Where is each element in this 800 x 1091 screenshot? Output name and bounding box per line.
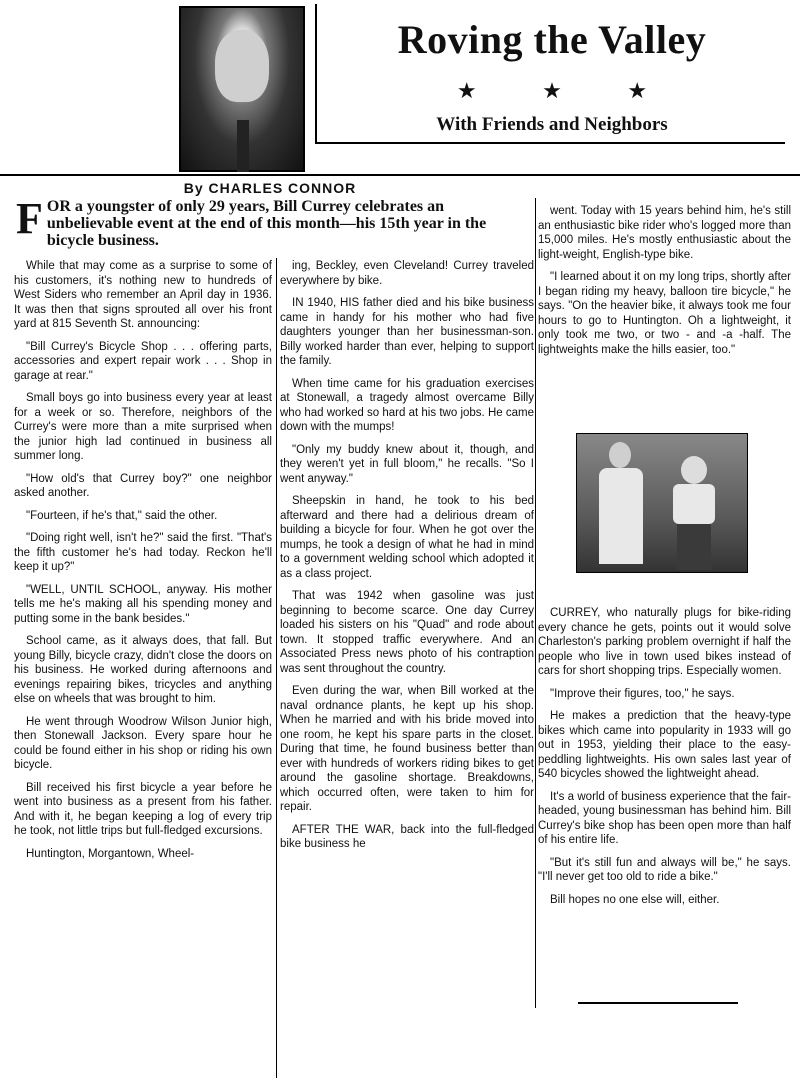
photo-man-head [609, 442, 631, 468]
photo-woman-head [681, 456, 707, 484]
paragraph: CURREY, who naturally plugs for bike-riding every chance he gets, points out it would solve Charleston's parking problem overnight if half the people who live in town used bikes instead of cars for short shopping trips. Especially women. [538, 607, 791, 677]
paragraph: "But it's still fun and always will be," he says. "I'll never get too old to ride a bike." [538, 856, 791, 883]
paragraph: He went through Woodrow Wilson Junior high, then Stonewall Jackson. Every spare hour he could be found either in his shop or riding his own bicycle. [14, 715, 272, 771]
lede-paragraph [16, 194, 534, 249]
drop-cap: F [16, 194, 43, 243]
paragraph: Sheepskin in hand, he took to his bed afterward and there had a delirious dream of building a bicycle for four. When he got over the mumps, he took a design of what he had in mind to a government welding school which adopted it as a class project. [280, 495, 534, 580]
paragraph: "Fourteen, if he's that," said the other. [26, 509, 218, 522]
photo-woman-legs [677, 524, 711, 570]
paragraph: ing, Beckley, even Cleveland! Currey traveled everywhere by bike. [280, 260, 534, 287]
paragraph: It's a world of business experience that the fair-headed, young businessman has behind him. Bill Currey's bike shop has been open more than half of his entire life. [538, 790, 791, 846]
paragraph: "Doing right well, isn't he?" said the first. "That's the fifth customer he's had today. Reckon he'll keep it up?" [14, 532, 272, 573]
paragraph: "I learned about it on my long trips, shortly after I began riding my heavy, balloon tire bicycle," he says. "On the heavier bike, it always took me four hours to go to Huntington. Oh a lightweight, it only took me two, or two - and -a -half. The lightweights make the hills easier, too." [538, 271, 791, 356]
paragraph: While that may come as a surprise to some of his customers, it's nothing new to hundreds of West Siders who remember an April day in 1936. It was then that signs sprouted all over his front yard at 815 Seventh St. announcing: [14, 260, 272, 330]
paragraph: He makes a prediction that the heavy-type bikes which came into popularity in 1933 will go out in 1953, yielding their place to the easy-peddling lightweights. His own sales last year of 540 bicycles showed the lightweight ahead. [538, 710, 791, 780]
paragraph: Small boys go into business every year at least for a week or so. Therefore, neighbors of the Currey's were more than a mite surprised when the junior high lad continued in business all summer long. [14, 392, 272, 462]
portrait-face [215, 30, 269, 102]
photo-man-body [599, 468, 643, 564]
photo-couple [576, 433, 748, 573]
paragraph: went. Today with 15 years behind him, he's still an enthusiastic bike rider who's logged more than 15,000 miles. He's mostly enthusiastic about the light-weight, English-type bike. [538, 205, 791, 261]
article-column-1 [14, 259, 272, 1081]
paragraph: "Only my buddy knew about it, though, and they weren't yet in full bloom," he recalls. "So I went anyway." [280, 443, 534, 485]
masthead-title-box [315, 4, 785, 144]
paragraph: "WELL, UNTIL SCHOOL, anyway. His mother tells me he's making all his spending money and putting some in the bank besides." [14, 583, 272, 625]
portrait-tie [237, 120, 249, 172]
column-rule-2 [535, 198, 536, 1008]
article-column-3-bottom [538, 606, 791, 986]
paragraph: "How old's that Currey boy?" one neighbor asked another. [14, 472, 272, 499]
paragraph: Bill hopes no one else will, either. [550, 893, 720, 906]
paragraph: School came, as it always does, that fall. But young Billy, bicycle crazy, didn't close the doors on his business. He worked during afternoons and evenings repairing bikes, tricycles and anything else on wheels that was brought to him. [14, 635, 272, 705]
paragraph: AFTER THE WAR, back into the full-fledged bike business he [280, 823, 534, 850]
paragraph: Even during the war, when Bill worked at the naval ordnance plants, he kept up his shop. When he married and with his bride moved into one room, he kept his spare parts in the closet. During that time, he found business better than ever with hundreds of workers riding bikes to get around the gasoline shortage. Breakdowns, which occurred often, were taken to him for repair. [280, 685, 534, 813]
header-rule [0, 174, 800, 176]
column-subtitle: With Friends and Neighbors [436, 114, 668, 135]
photo-woman-body [673, 484, 715, 524]
lede-text: OR a youngster of only 29 years, Bill Currey celebrates an unbelievable event at the end of this month—his 15th year in the bicycle business. [46, 198, 487, 249]
paragraph: "Improve their figures, too," he says. [550, 687, 735, 700]
byline: By CHARLES CONNOR [183, 180, 357, 196]
paragraph: Huntington, Morgantown, Wheel- [26, 847, 195, 860]
paragraph: "Bill Currey's Bicycle Shop . . . offering parts, accessories and expert repair work . . . Shop in garage at rear." [14, 340, 272, 382]
end-rule [578, 1002, 738, 1004]
column-title: Roving the Valley [397, 17, 707, 62]
paragraph: IN 1940, HIS father died and his bike business came in handy for his mother who had five daughters younger than her businessman-son. Billy worked harder than ever, helping to support the family. [280, 297, 534, 367]
article-column-2 [280, 259, 534, 1081]
column-rule-1 [276, 258, 277, 1078]
columnist-portrait [179, 6, 305, 172]
paragraph: That was 1942 when gasoline was just beginning to become scarce. One day Currey loaded his sisters on his "Quad" and rode about town. It stopped traffic everywhere. And an Associated Press news photo of his contraption was sent throughout the country. [280, 590, 534, 675]
column-masthead [175, 4, 790, 144]
paragraph: Bill received his first bicycle a year before he went into business as a present from his father. And with it, he began keeping a log of every trip he took, not little trips but full-fledged excursions. [14, 781, 272, 837]
paragraph: When time came for his graduation exercises at Stonewall, a tragedy almost overcame Billy who had worked so hard at his two jobs. He came down with the mumps! [280, 377, 534, 433]
star-ornaments: ★ ★ ★ [456, 78, 648, 103]
